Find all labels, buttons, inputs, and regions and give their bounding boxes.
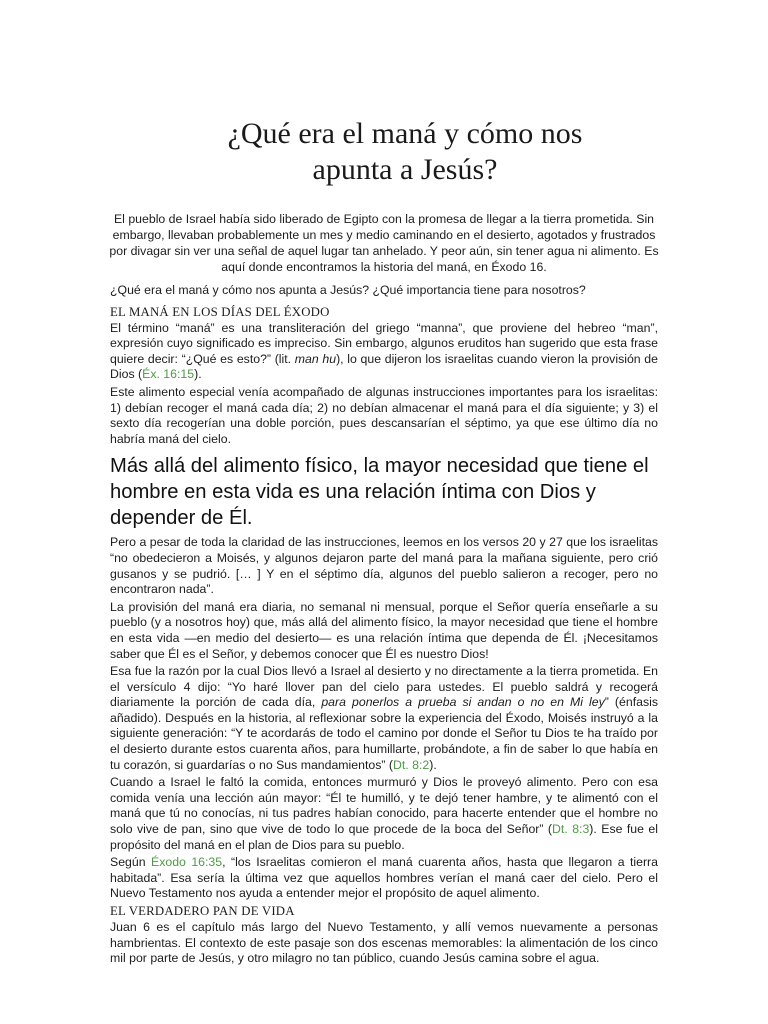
lead-question: ¿Qué era el maná y cómo nos apunta a Jesús? ¿Qué importancia tiene para nosotros? [110, 283, 586, 297]
reference-link-ex-16-15[interactable]: Éx. 16:15 [142, 367, 195, 382]
paragraph-daily-provision: La provisión del maná era diaria, no semanal ni mensual, porque el Señor quería enseñarle a su pueblo (y a nosotros hoy) que, más allá del alimento físico, la mayor necesidad que tiene el hombre en esta vida —en medio del desierto— es una relación íntima que dependa de Él. ¡Necesitamos saber que Él es el Señor, y debemos conocer que Él es nuestro Dios! [110, 599, 658, 661]
reference-link-exodo-16-35[interactable]: Éxodo 16:35 [151, 855, 223, 870]
paragraph-desert-reason: Esa fue la razón por la cual Dios llevó a Israel al desierto y no directamente a la tierra prometida. En el versículo 4 dijo: “Yo haré llover pan del cielo para ustedes. El pueblo saldrá y recogerá diariamente la porción de cada día, para ponerlos a prueba si andan o no en Mi ley” (énfasis añadido). Después en la historia, al reflexionar sobre la experiencia del Éxodo, Moisés instruyó a la siguiente generación: “Y te acordarás de todo el camino por donde el Señor tu Dios te ha traído por el desierto durante estos cuarenta años, para humillarte, probándote, a fin de saber lo que había en tu corazón, si guardarías o no Sus mandamientos” (Dt. 8:2). [110, 664, 658, 772]
section-heading-pan-de-vida: EL VERDADERO PAN DE VIDA [110, 904, 295, 918]
paragraph-mana-term: El término “maná” es una transliteración del griego “manna”, que proviene del hebreo “man”, expresión cuyo significado es impreciso. Sin embargo, algunos eruditos han sugerido que esta frase quiere decir: “¿Qué es esto?” (lit. man hu), lo que dijeron los israelitas cuando vieron la provisión de Dios (Éx. 16:15). [110, 320, 658, 382]
intro-paragraph: El pueblo de Israel había sido liberado de Egipto con la promesa de llegar a la tierra prometida. Sin embargo, llevaban probablemente un mes y medio caminando en el desierto, agotados y frustrados por divagar sin ver una señal de aquel lugar tan anhelado. Y peor aún, sin tener agua ni alimento. Es aquí donde encontramos la historia del maná, en Éxodo 16. [109, 212, 659, 274]
reference-link-dt-8-3[interactable]: Dt. 8:3 [552, 822, 590, 837]
section-heading-exodo: EL MANÁ EN LOS DÍAS DEL ÉXODO [110, 304, 330, 319]
article-title-line-1: ¿Qué era el maná y cómo nos [227, 117, 583, 150]
paragraph-lesson: Cuando a Israel le faltó la comida, entonces murmuró y Dios le proveyó alimento. Pero con esa comida venía una lección aún mayor: “Él te humilló, y te dejó tener hambre, y te alimentó con el maná que tú no conocías, ni tus padres habían conocido, para hacerte entender que el hombre no solo vive de pan, sino que vive de todo lo que procede de la boca del Señor” (Dt. 8:3). Ese fue el propósito del maná en el plan de Dios para su pueblo. [110, 775, 658, 852]
article-title-line-2: apunta a Jesús? [312, 153, 498, 186]
article-title [150, 116, 660, 188]
article-body [110, 283, 658, 969]
pull-quote: Más allá del alimento físico, la mayor necesidad que tiene el hombre en esta vida es una relación íntima con Dios y depender de Él. [110, 455, 649, 530]
paragraph-juan-6: Juan 6 es el capítulo más largo del Nuevo Testamento, y allí vemos nuevamente a personas hambrientas. El contexto de este pasaje son dos escenas memorables: la alimentación de los cinco mil por parte de Jesús, y otro milagro no tan público, cuando Jesús camina sobre el agua. [110, 920, 658, 966]
paragraph-forty-years: Según Éxodo 16:35, “los Israelitas comieron el maná cuarenta años, hasta que llegaron a tierra habitada”. Esa sería la última vez que aquellos hombres verían el maná caer del cielo. Pero el Nuevo Testamento nos ayuda a entender mejor el propósito de aquel alimento. [110, 855, 658, 901]
reference-link-dt-8-2[interactable]: Dt. 8:2 [392, 757, 430, 772]
paragraph-instructions: Este alimento especial venía acompañado de algunas instrucciones importantes para los israelitas: 1) debían recoger el maná cada día; 2) no debían almacenar el maná para el día siguiente; y 3) el sexto día recogerían una doble porción, pues descansarían el séptimo, ya que ese último día no habría maná del cielo. [110, 384, 658, 446]
paragraph-disobedience: Pero a pesar de toda la claridad de las instrucciones, leemos en los versos 20 y 27 que los israelitas “no obedecieron a Moisés, y algunos dejaron parte del maná para la mañana siguiente, pero crió gusanos y se pudrió. [… ] Y en el séptimo día, algunos del pueblo salieron a recoger, pero no encontraron nada”. [110, 535, 658, 597]
